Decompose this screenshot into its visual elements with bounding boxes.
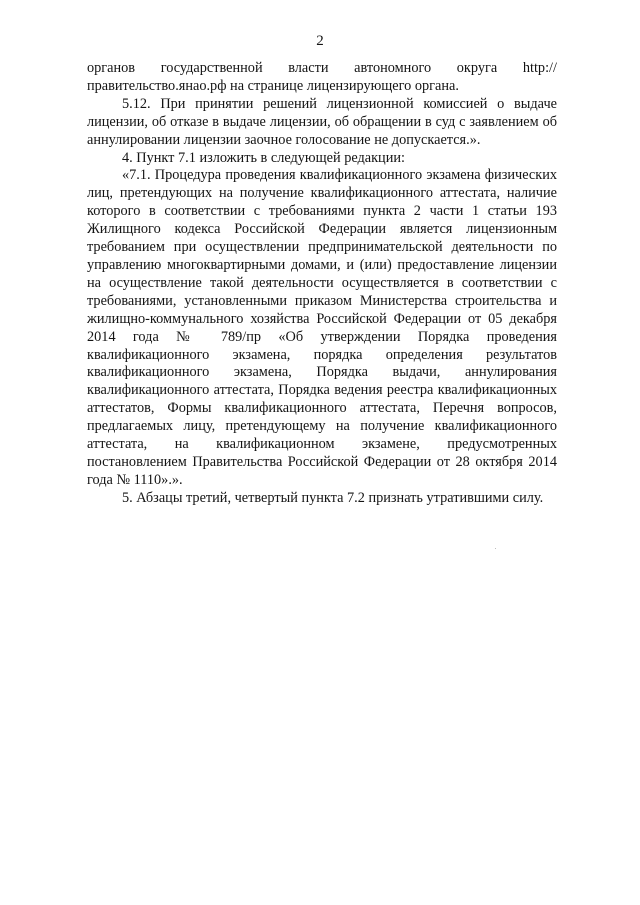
scan-artifact: [495, 548, 496, 549]
paragraph-item-4: 4. Пункт 7.1 изложить в следующей редакции:: [122, 149, 405, 166]
paragraph-continuation: органов государственной власти автономного округа http://правительство.янао.рф на странице лицензирующего органа.: [87, 60, 557, 94]
document-body: [87, 60, 557, 508]
paragraph-7-1-quote: «7.1. Процедура проведения квалификационного экзамена физических лиц, претендующих на получение квалификационного аттестата, наличие которого в соответствии с требованиями пункта 2 части 1 статьи 193 Жилищного кодекса Российской Федерации является лицензионным требованием при осуществлении предпринимательской деятельности по управлению многоквартирными домами, и (или) предоставление лицензии на осуществление такой деятельности осуществляется в соответствии с требованиями, установленными приказом Министерства строительства и жилищно-коммунального хозяйства Российской Федерации от 05 декабря 2014 года № 789/пр «Об утверждении Порядка проведения квалификационного экзамена, порядка определения результатов квалификационного экзамена, Порядка выдачи, аннулирования квалификационного аттестата, Порядка ведения реестра квалификационных аттестатов, Формы квалификационного аттестата, Перечня вопросов, предлагаемых лицу, претендующему на получение квалификационного аттестата, на квалификационном экзамене, предусмотренных постановлением Правительства Российской Федерации от 28 октября 2014 года № 1110».».: [87, 167, 557, 488]
paragraph-5-12: 5.12. При принятии решений лицензионной комиссией о выдаче лицензии, об отказе в выдаче лицензии, об обращении в суд с заявлением об аннулировании лицензии заочное голосование не допускается.».: [87, 95, 557, 148]
page-number: 2: [316, 33, 324, 49]
paragraph-item-5: 5. Абзацы третий, четвертый пункта 7.2 признать утратившими силу.: [122, 489, 544, 506]
